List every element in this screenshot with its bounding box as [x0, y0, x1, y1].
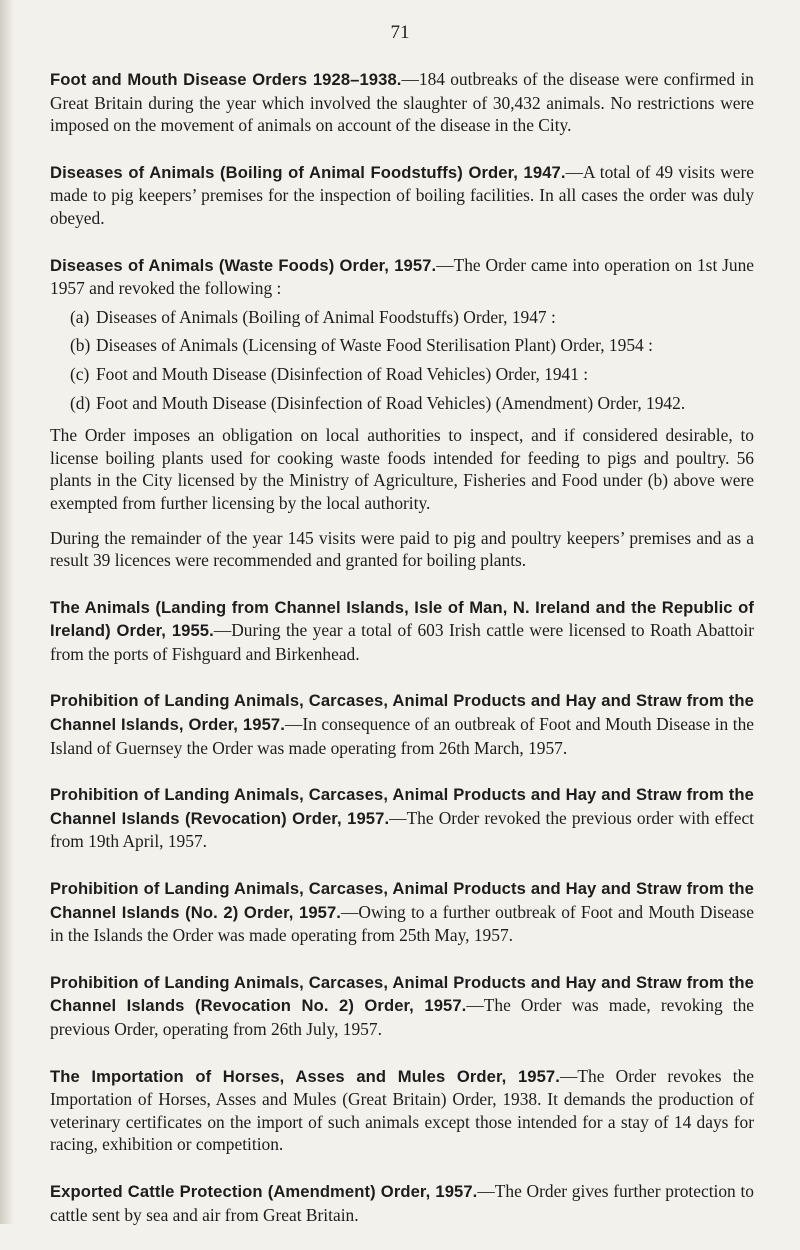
waste-foods-visits-paragraph: During the remainder of the year 145 visits were paid to pig and poultry keepers’ premises and as a result 39 licences were recommended and granted for boiling plants. — [50, 527, 754, 571]
section-heading: The Animals (Landing from Channel Islands, Isle of Man, N. Ireland and the Republic of Ireland) Order, 1955. — [50, 597, 754, 641]
section-text: —184 outbreaks of the disease were confirmed in Great Britain during the year which involved the slaughter of 30,432 animals. No restrictions were imposed on the movement of animals on account of the disease in the City. — [50, 69, 754, 136]
page-edge-shadow — [0, 0, 14, 1224]
section-text: —The Order was made, revoking the previous Order, operating from 26th July, 1957. — [50, 995, 755, 1039]
list-item — [50, 334, 754, 357]
section-text: —The Order came into operation on 1st June 1957 and revoked the following : — [50, 254, 754, 299]
section-landing-irish-cattle — [50, 596, 754, 666]
section-text: —Owing to a further outbreak of Foot and Mouth Disease in the Islands the Order was made operating from 25th May, 1957. — [50, 901, 754, 946]
list-item-label: (a) — [70, 306, 90, 327]
revoked-orders-list — [50, 306, 754, 414]
list-item-text: Diseases of Animals (Licensing of Waste Food Sterilisation Plant) Order, 1954 : — [96, 335, 653, 356]
section-heading: Diseases of Animals (Boiling of Animal Foodstuffs) Order, 1947. — [50, 162, 566, 182]
list-item-label: (d) — [70, 392, 91, 413]
waste-foods-obligation-paragraph: The Order imposes an obligation on local authorities to inspect, and if considered desirable, to license boiling plants used for cooking waste foods intended for feeding to pigs and poultry. 56 plants in the City licensed by the Ministry of Agriculture, Fisheries and Food under (b) above were exempted from further licensing by the local authority. — [50, 425, 754, 513]
list-item — [50, 392, 754, 415]
section-prohibition-order — [50, 689, 754, 759]
list-item-label: (c) — [70, 363, 90, 384]
section-heading: Foot and Mouth Disease Orders 1928–1938. — [50, 70, 402, 89]
section-text: —The Order revoked the previous order with effect from 19th April, 1957. — [50, 807, 754, 852]
list-item-text: Foot and Mouth Disease (Disinfection of Road Vehicles) (Amendment) Order, 1942. — [96, 392, 686, 413]
section-heading: Prohibition of Landing Animals, Carcases, Animal Products and Hay and Straw from the Channel Islands (No. 2) Order, 1957. — [50, 879, 754, 922]
page-number: 71 — [390, 22, 410, 43]
section-heading: Prohibition of Landing Animals, Carcases, Animal Products and Hay and Straw from the Channel Islands (Revocation No. 2) Order, 1957. — [50, 972, 754, 1016]
list-item — [50, 363, 754, 386]
section-prohibition-revocation-no2 — [50, 971, 754, 1041]
section-foot-and-mouth — [50, 68, 754, 137]
list-item-text: Foot and Mouth Disease (Disinfection of Road Vehicles) Order, 1941 : — [96, 363, 589, 384]
section-boiling-foodstuffs — [50, 161, 754, 230]
list-item-text: Diseases of Animals (Boiling of Animal Foodstuffs) Order, 1947 : — [96, 306, 556, 327]
section-importation-horses — [50, 1065, 754, 1156]
section-text: —A total of 49 visits were made to pig keepers’ premises for the inspection of boiling facilities. In all cases the order was duly obeyed. — [50, 161, 754, 228]
section-text: —During the year a total of 603 Irish cattle were licensed to Roath Abattoir from the ports of Fishguard and Birkenhead. — [50, 620, 754, 664]
list-item — [50, 306, 754, 329]
section-heading: Prohibition of Landing Animals, Carcases, Animal Products and Hay and Straw from the Channel Islands (Revocation) Order, 1957. — [50, 785, 754, 828]
document-body — [50, 68, 754, 1250]
section-waste-foods — [50, 254, 754, 300]
section-text: —The Order revokes the Importation of Horses, Asses and Mules (Great Britain) Order, 1938. It demands the production of veterinary certificates on the import of such animals except those intended for a stay of 14 days for racing, exhibition or competition. — [50, 1065, 754, 1155]
section-heading: Exported Cattle Protection (Amendment) Order, 1957. — [50, 1181, 478, 1201]
section-heading: Diseases of Animals (Waste Foods) Order, 1957. — [50, 255, 437, 275]
section-prohibition-revocation — [50, 783, 754, 853]
section-text: —In consequence of an outbreak of Foot and Mouth Disease in the Island of Guernsey the Order was made operating from 26th March, 1957. — [50, 714, 754, 758]
list-item-label: (b) — [70, 335, 91, 356]
section-heading: Prohibition of Landing Animals, Carcases, Animal Products and Hay and Straw from the Channel Islands, Order, 1957. — [50, 691, 754, 735]
section-text: —The Order gives further protection to cattle sent by sea and air from Great Britain. — [50, 1180, 754, 1225]
section-prohibition-no2 — [50, 877, 754, 947]
section-exported-cattle — [50, 1180, 754, 1226]
section-heading: The Importation of Horses, Asses and Mules Order, 1957. — [50, 1066, 560, 1086]
